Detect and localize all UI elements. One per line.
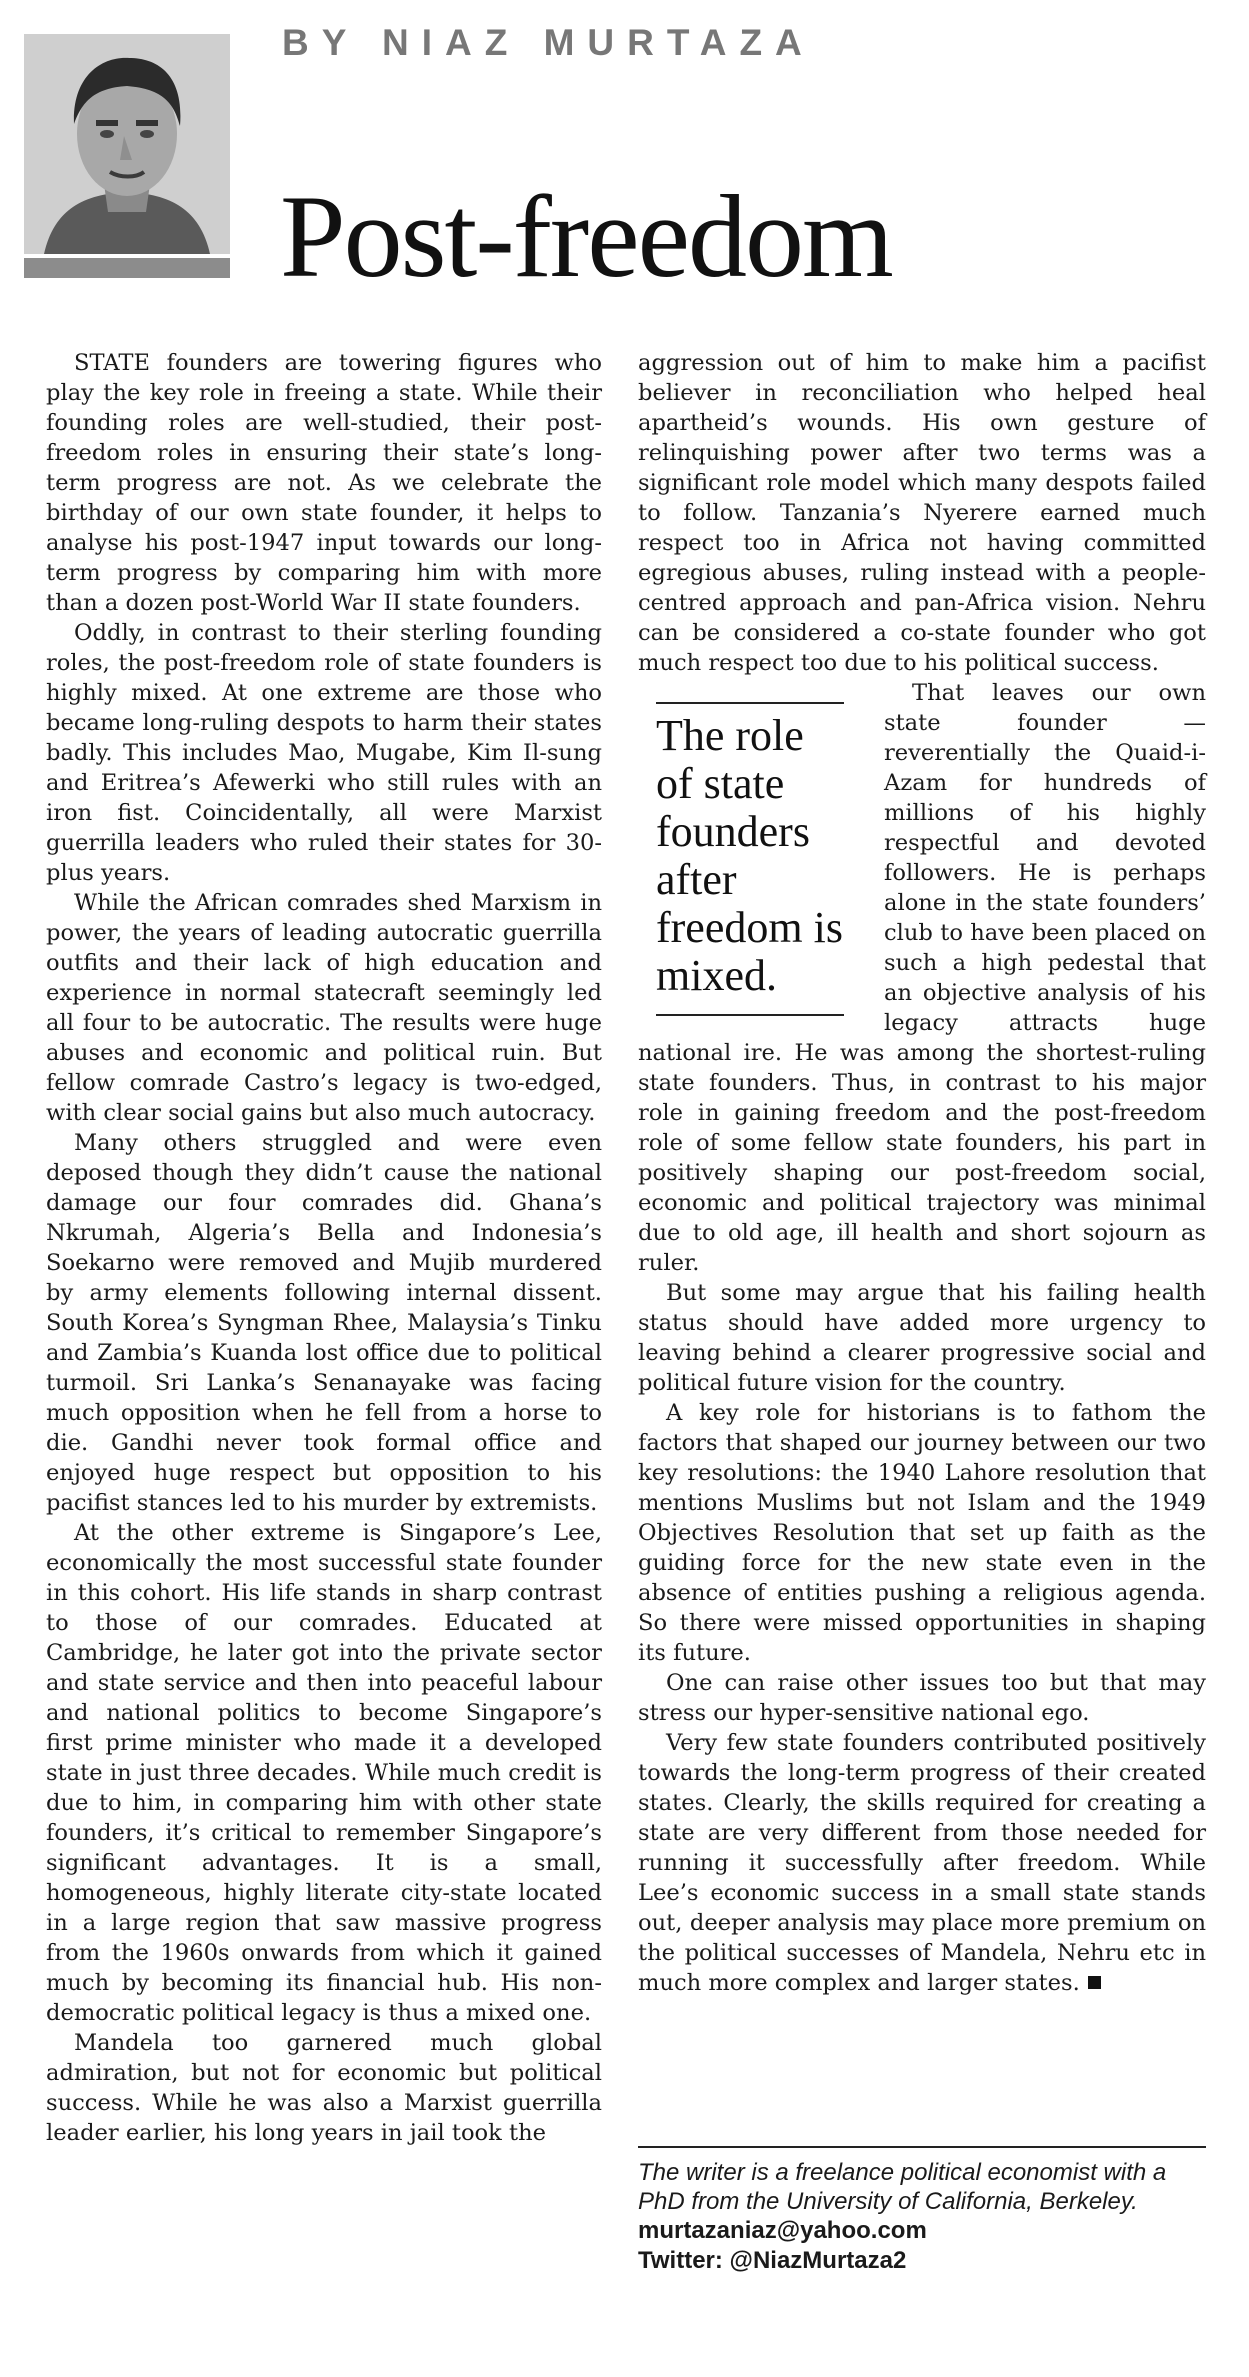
- end-mark-icon: [1088, 1976, 1101, 1989]
- paragraph: Many others struggled and were even deposed though they didn’t cause the national damage our four comrades did. Ghana’s Nkrumah, Algeria’s Bella and Indonesia’s Soekarno were removed and Mujib murdered by army elements following internal dissent. South Korea’s Syngman Rhee, Malaysia’s Tinku and Zambia’s Kuanda lost office due to political turmoil. Sri Lanka’s Senanayake was facing much opposition when he fell from a horse to die. Gandhi never took formal office and enjoyed huge respect but opposition to his pacifist stances led to his murder by extremists.: [46, 1130, 602, 1516]
- paragraph: One can raise other issues too but that may stress our hyper-sensitive national ego.: [638, 1670, 1206, 1726]
- author-bio: The writer is a freelance political economist with a PhD from the University of California, Berkeley.: [638, 2159, 1167, 2215]
- author-email[interactable]: murtazaniaz@yahoo.com: [638, 2217, 927, 2244]
- author-twitter[interactable]: Twitter: @NiazMurtaza2: [638, 2247, 907, 2274]
- article-column-2: [638, 348, 1206, 1998]
- paragraph: That leaves our own state founder — reverentially the Quaid-i-Azam for hundreds of millions of his highly respectful and devoted followers. He is perhaps alone in the state founders’ club to have been placed on such a high pedestal that an objective analysis of his legacy attracts huge national ire. He was among the shortest-ruling state founders. Thus, in contrast to his major role in gaining freedom and the post-freedom role of some fellow state founders, his part in positively shaping our post-freedom social, economic and political trajectory was minimal due to old age, ill health and short sojourn as ruler.: [638, 680, 1206, 1276]
- paragraph-last: [638, 1728, 1206, 1998]
- article-column-1: [46, 348, 602, 2148]
- paragraph: STATE founders are towering figures who play the key role in freeing a state. While their founding roles are well-studied, their post-freedom roles in ensuring their state’s long-term progress are not. As we celebrate the birthday of our own state founder, it helps to analyse his post-1947 input towards our long-term progress by comparing him with more than a dozen post-World War II state founders.: [46, 350, 602, 616]
- paragraph: Mandela too garnered much global admiration, but not for economic but political success. While he was also a Marxist guerrilla leader earlier, his long years in jail took the: [46, 2030, 602, 2146]
- paragraph: But some may argue that his failing health status should have added more urgency to leaving behind a clearer progressive social and political future vision for the country.: [638, 1280, 1206, 1396]
- pull-quote: The role of state founders after freedom is mixed.: [656, 702, 844, 1016]
- paragraph: At the other extreme is Singapore’s Lee, economically the most successful state founder in this cohort. His life stands in sharp contrast to those of our comrades. Educated at Cambridge, he later got into the private sector and state service and then into peaceful labour and national politics to become Singapore’s first prime minister who made it a developed state in just three decades. While much credit is due to him, in comparing him with other state founders, it’s critical to remember Singapore’s significant advantages. It is a small, homogeneous, highly literate city-state located in a large region that saw massive progress from the 1960s onwards from which it gained much by becoming its financial hub. His non-democratic political legacy is thus a mixed one.: [46, 1520, 602, 2026]
- author-portrait: [24, 34, 230, 254]
- headline: Post-freedom: [280, 171, 892, 302]
- paragraph: aggression out of him to make him a pacifist believer in reconciliation who helped heal apartheid’s wounds. His own gesture of relinquishing power after two terms was a significant role model which many despots failed to follow. Tanzania’s Nyerere earned much respect too in Africa not having committed egregious abuses, ruling instead with a people-centred approach and pan-Africa vision. Nehru can be considered a co-state founder who got much respect too due to his political success.: [638, 350, 1206, 676]
- byline: BY NIAZ MURTAZA: [282, 22, 815, 63]
- portrait-bar: [24, 258, 230, 278]
- paragraph: A key role for historians is to fathom the factors that shaped our journey between our two key resolutions: the 1940 Lahore resolution that mentions Muslims but not Islam and the 1949 Objectives Resolution that set up faith as the guiding force for the new state even in the absence of entities pushing a religious agenda. So there were missed opportunities in shaping its future.: [638, 1400, 1206, 1666]
- paragraph: While the African comrades shed Marxism in power, the years of leading autocratic guerrilla outfits and their lack of high education and experience in normal statecraft seemingly led all four to be autocratic. The results were huge abuses and economic and political ruin. But fellow comrade Castro’s legacy is two-edged, with clear social gains but also much autocracy.: [46, 890, 602, 1126]
- author-note: [638, 2146, 1206, 2276]
- paragraph-text: Very few state founders contributed positively towards the long-term progress of their created states. Clearly, the skills required for creating a state are very different from those needed for running it successfully after freedom. While Lee’s economic success in a small state stands out, deeper analysis may place more premium on the political successes of Mandela, Nehru etc in much more complex and larger states.: [638, 1730, 1206, 1996]
- paragraph: Oddly, in contrast to their sterling founding roles, the post-freedom role of state founders is highly mixed. At one extreme are those who became long-ruling despots to harm their states badly. This includes Mao, Mugabe, Kim Il-sung and Eritrea’s Afewerki who still rules with an iron fist. Coincidentally, all were Marxist guerrilla leaders who ruled their states for 30-plus years.: [46, 620, 602, 886]
